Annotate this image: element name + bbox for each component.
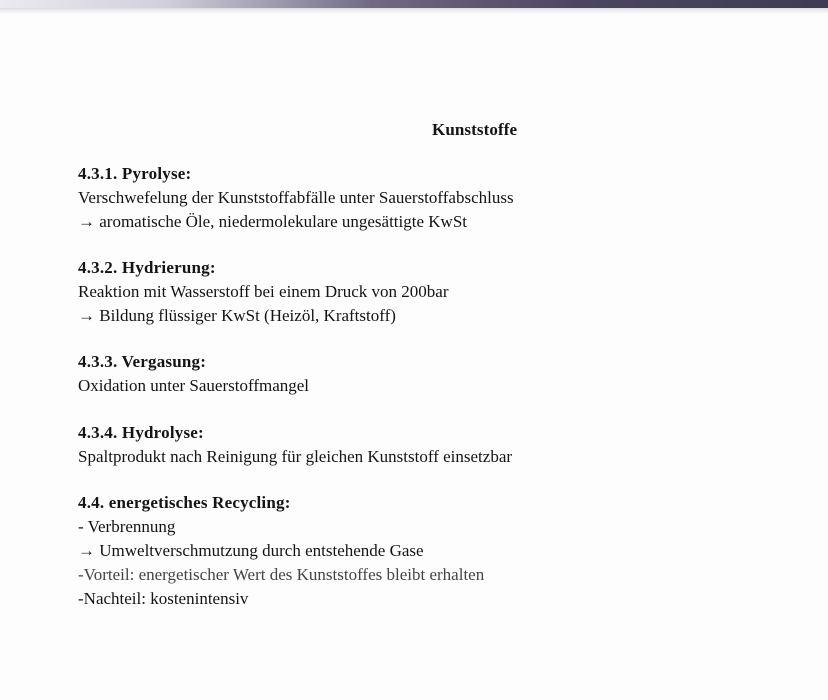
section-hydrierung bbox=[78, 256, 778, 328]
section-heading: 4.3.2. Hydrierung: bbox=[78, 258, 216, 277]
section-pyrolyse bbox=[78, 162, 778, 234]
scan-top-edge bbox=[0, 0, 828, 8]
section-line: -Vorteil: energetischer Wert des Kunststoffes bleibt erhalten bbox=[78, 565, 485, 584]
section-line: Oxidation unter Sauerstoffmangel bbox=[78, 376, 310, 395]
section-heading: 4.3.4. Hydrolyse: bbox=[78, 423, 204, 442]
section-heading: 4.4. energetisches Recycling: bbox=[78, 493, 291, 512]
section-line: → Bildung flüssiger KwSt (Heizöl, Kraftstoff) bbox=[78, 306, 396, 325]
section-line: Reaktion mit Wasserstoff bei einem Druck von 200bar bbox=[78, 282, 449, 301]
scan-top-edge-shadow bbox=[0, 8, 828, 14]
section-line: -Nachteil: kostenintensiv bbox=[78, 589, 249, 608]
section-vergasung bbox=[78, 350, 778, 398]
section-heading: 4.3.3. Vergasung: bbox=[78, 352, 207, 371]
document-title: Kunststoffe bbox=[432, 120, 518, 139]
section-hydrolyse bbox=[78, 421, 778, 469]
section-line: Verschwefelung der Kunststoffabfälle unter Sauerstoffabschluss bbox=[78, 188, 514, 207]
section-line: → aromatische Öle, niedermolekulare ungesättigte KwSt bbox=[78, 212, 467, 231]
section-line: → Umweltverschmutzung durch entstehende Gase bbox=[78, 541, 424, 560]
section-line: Spaltprodukt nach Reinigung für gleichen Kunststoff einsetzbar bbox=[78, 447, 513, 466]
section-heading: 4.3.1. Pyrolyse: bbox=[78, 164, 192, 183]
section-line: - Verbrennung bbox=[78, 517, 176, 536]
section-energetisches-recycling bbox=[78, 491, 778, 611]
